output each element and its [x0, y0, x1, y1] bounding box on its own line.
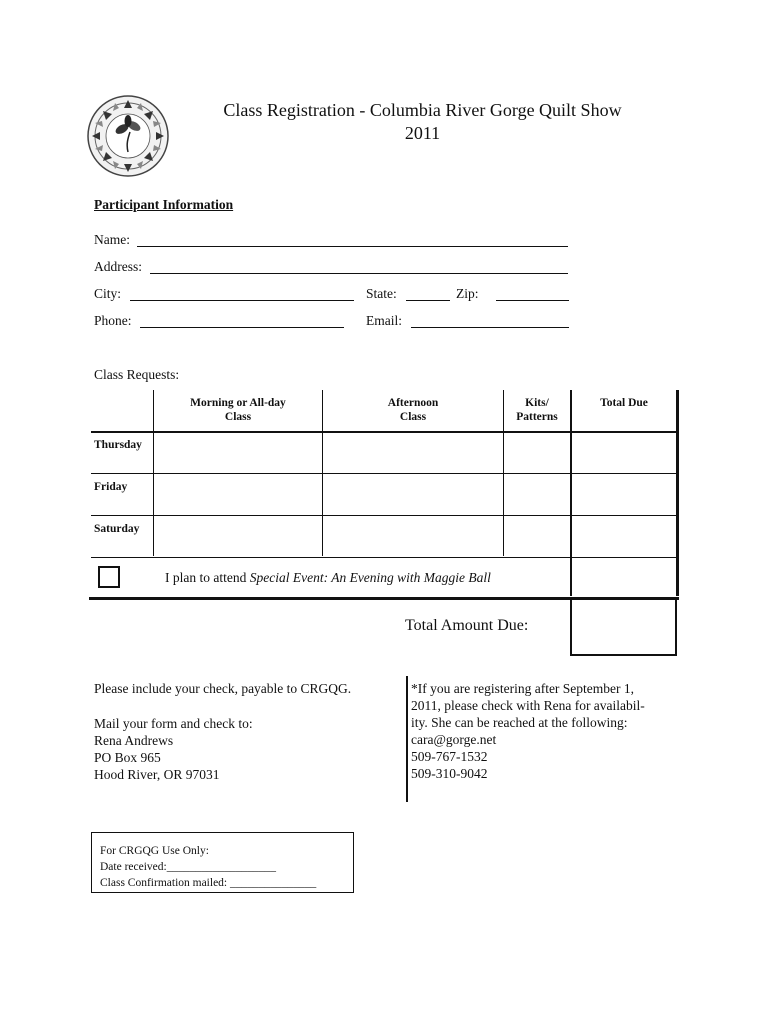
title-line-1: Class Registration - Columbia River Gorge Quilt Show	[223, 100, 622, 120]
cell-friday-afternoon[interactable]	[323, 475, 502, 515]
cell-friday-total[interactable]	[573, 475, 675, 515]
email-label: Email:	[366, 313, 402, 328]
cell-thursday-afternoon[interactable]	[323, 433, 502, 473]
row-label-thursday: Thursday	[94, 439, 142, 451]
special-event-checkbox[interactable]	[98, 566, 120, 588]
cell-saturday-morning[interactable]	[154, 517, 321, 557]
row-label-saturday: Saturday	[94, 523, 140, 535]
cell-saturday-total[interactable]	[573, 517, 675, 557]
cell-saturday-afternoon[interactable]	[323, 517, 502, 557]
name-label: Name:	[94, 232, 130, 247]
cell-saturday-kits[interactable]	[504, 517, 569, 557]
note-divider	[406, 676, 408, 802]
special-event-name: Special Event: An Evening with Maggie Ball	[249, 570, 491, 585]
address-label: Address:	[94, 259, 142, 274]
mail-name: Rena Andrews	[94, 733, 174, 748]
header-total-due: Total Due	[600, 397, 648, 409]
cell-thursday-kits[interactable]	[504, 433, 569, 473]
row-label-friday: Friday	[94, 481, 128, 493]
cell-thursday-morning[interactable]	[154, 433, 321, 473]
title-line-2: 2011	[404, 123, 441, 143]
special-event-text: I plan to attend Special Event: An Evening with Maggie Ball	[165, 570, 491, 585]
mail-po-box: PO Box 965	[94, 750, 161, 765]
header-kits-patterns: Kits/ Patterns	[516, 397, 558, 423]
admin-heading: For CRGQG Use Only:	[100, 845, 209, 857]
city-label: City:	[94, 286, 122, 301]
cell-special-event-total[interactable]	[573, 559, 675, 596]
participant-heading: Participant Information	[94, 197, 234, 212]
header-morning-class: Morning or All-day Class	[190, 397, 286, 423]
state-label: State:	[366, 286, 397, 301]
mail-to-label: Mail your form and check to:	[94, 716, 253, 731]
contact-phone-2: 509-310-9042	[411, 766, 488, 781]
contact-phone-1: 509-767-1532	[411, 749, 488, 764]
admin-date-received: Date received:___________________	[100, 861, 276, 873]
late-registration-note: *If you are registering after September 1, 2011, please check with Rena for availabil- ity. She can be reached at the following: cara@gorge.net 509-767-1532 509-310-9042	[411, 680, 671, 782]
class-requests-label: Class Requests:	[94, 367, 180, 382]
admin-confirmation: Class Confirmation mailed: _______________	[100, 877, 317, 889]
mailing-info	[94, 680, 394, 783]
total-amount-box[interactable]	[570, 598, 677, 656]
admin-use-box	[91, 832, 354, 893]
cell-friday-kits[interactable]	[504, 475, 569, 515]
header-afternoon-class: Afternoon Class	[387, 397, 439, 423]
check-note: Please include your check, payable to CRGQG.	[94, 681, 352, 696]
total-amount-label: Total Amount Due:	[405, 617, 529, 634]
cell-thursday-total[interactable]	[573, 433, 675, 473]
phone-label: Phone:	[94, 313, 132, 328]
cell-friday-morning[interactable]	[154, 475, 321, 515]
mail-city: Hood River, OR 97031	[94, 767, 220, 782]
contact-email: cara@gorge.net	[411, 732, 497, 747]
zip-label: Zip:	[456, 286, 479, 301]
